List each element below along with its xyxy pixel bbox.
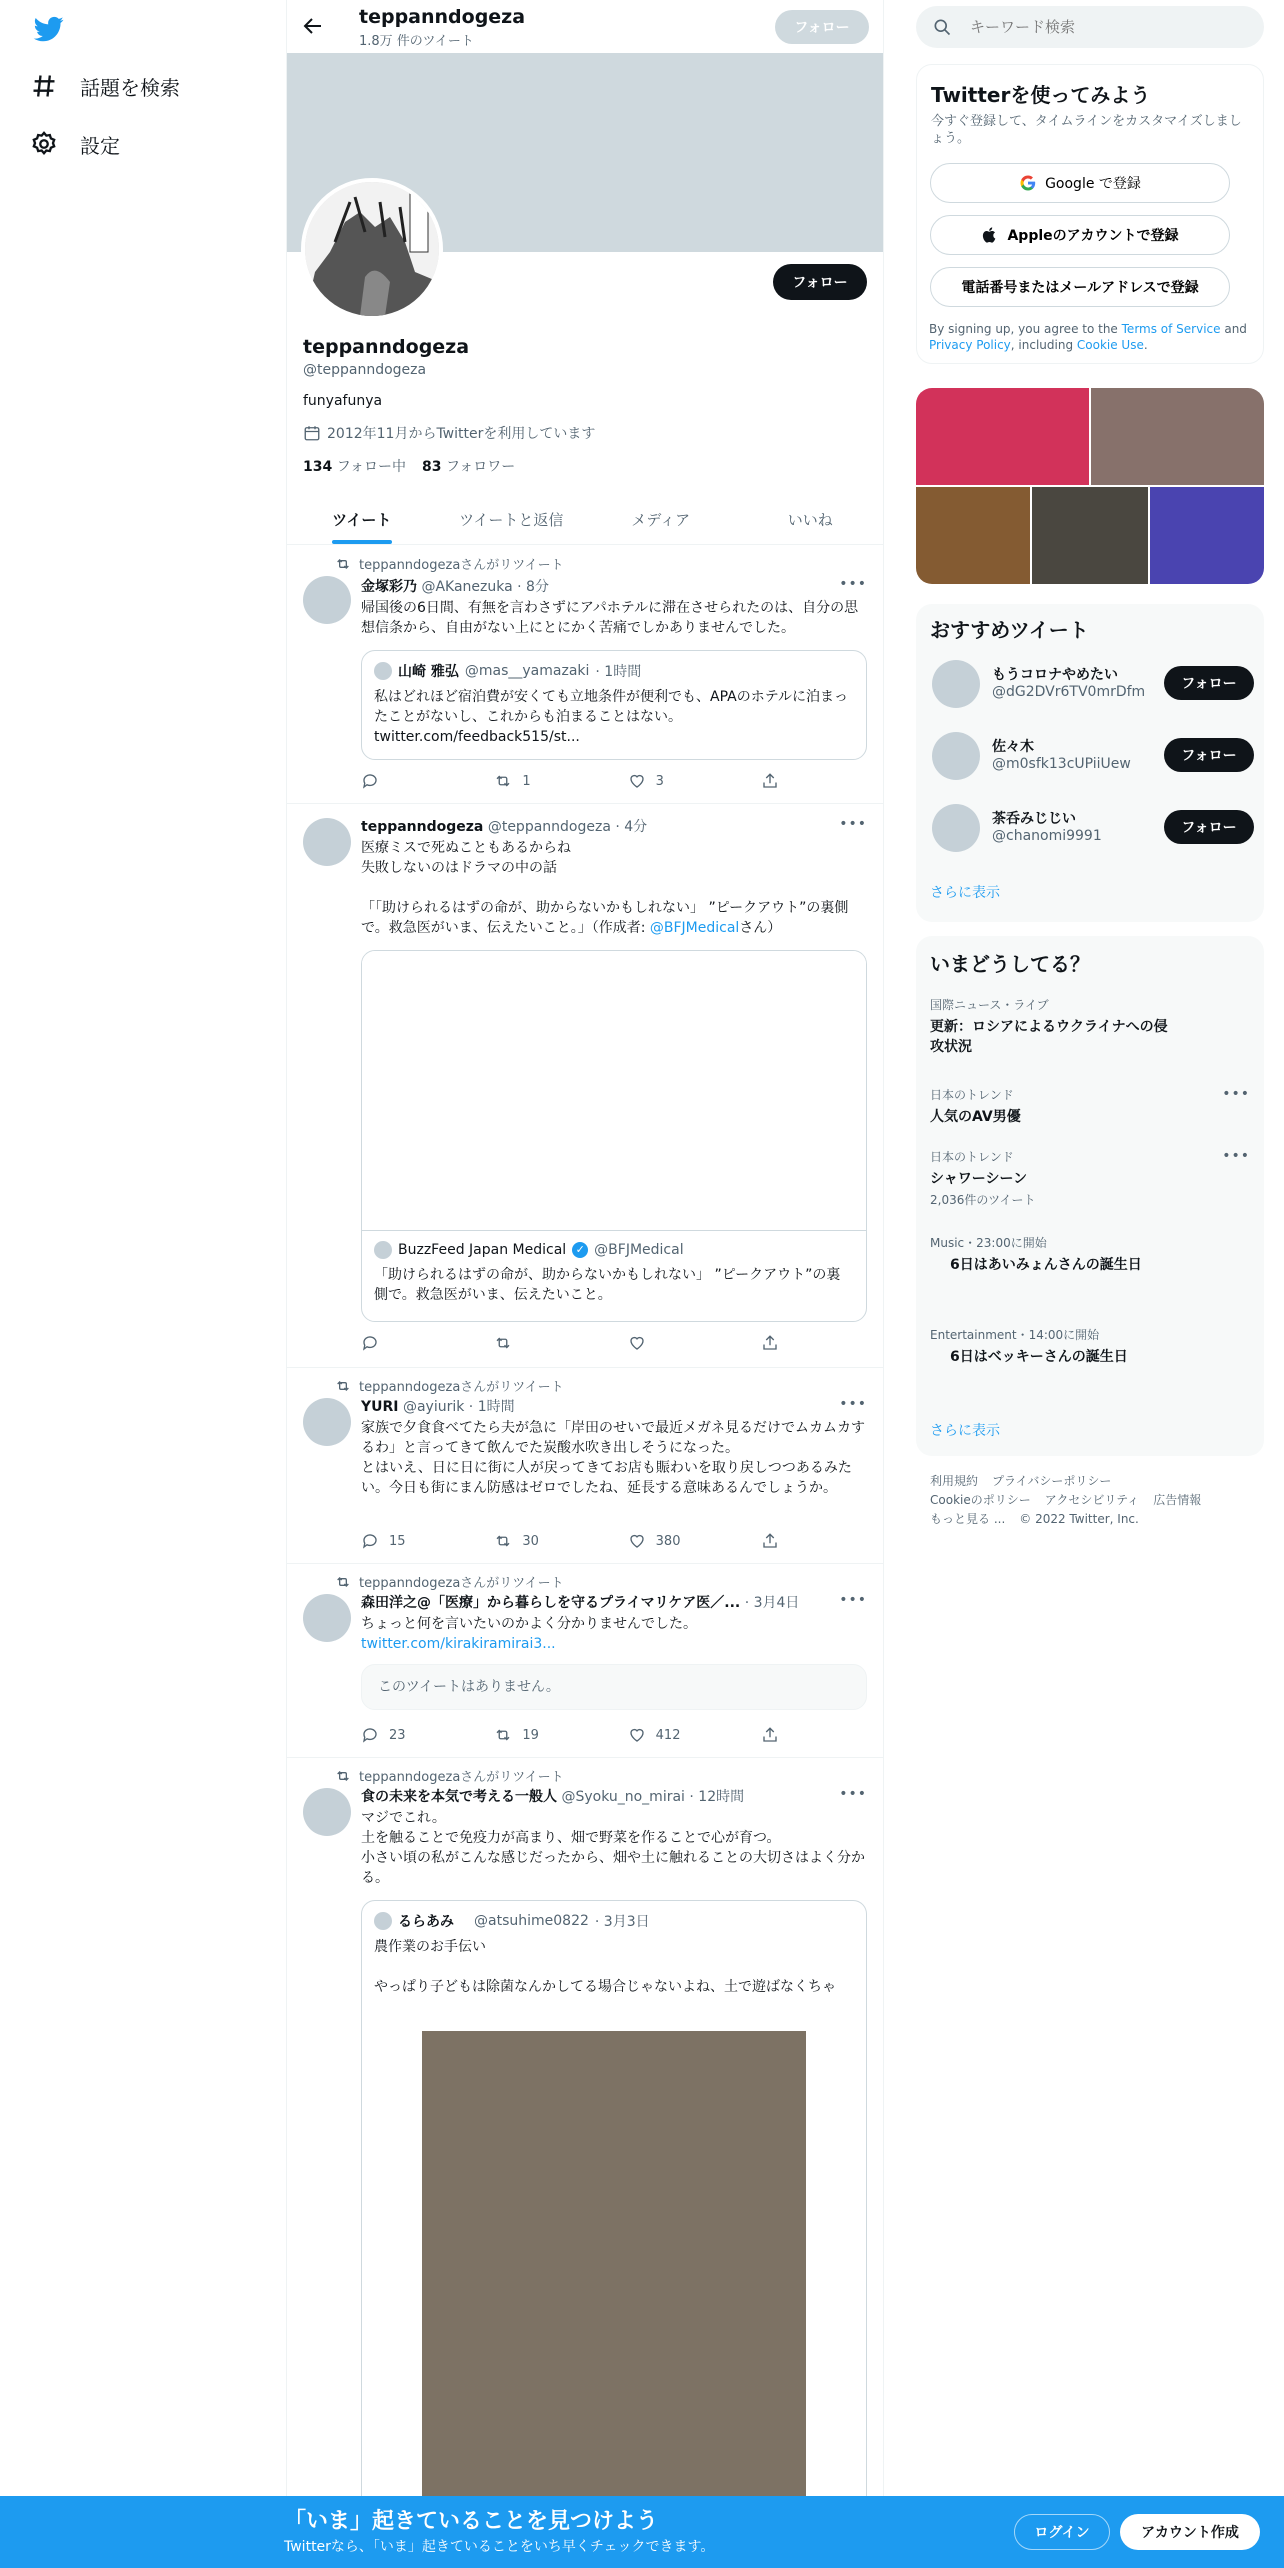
tweet-author-handle: @ayiurik <box>402 1399 465 1415</box>
heart-icon <box>628 1532 646 1550</box>
share-icon <box>761 772 779 790</box>
apple-signup-label: Appleのアカウントで登録 <box>1007 228 1179 244</box>
reply-icon <box>361 1334 379 1352</box>
reply-button[interactable] <box>361 1532 461 1550</box>
media-thumbnail[interactable] <box>916 388 1089 485</box>
tab-media[interactable]: メディア <box>631 511 691 529</box>
quote-time: · 3月3日 <box>594 1914 650 1930</box>
footer-privacy-link[interactable]: プライバシーポリシー <box>992 1474 1112 1488</box>
apple-icon <box>981 226 999 244</box>
retweet-icon <box>335 1378 351 1394</box>
quote-time: · 1時間 <box>595 664 642 680</box>
legal-including: , including <box>1010 338 1077 352</box>
profile-follow-button[interactable]: フォロー <box>773 264 867 300</box>
recommended-user-name: 茶呑みじじい <box>992 811 1076 827</box>
media-thumbnail[interactable] <box>916 487 1030 584</box>
back-arrow-icon[interactable] <box>301 14 325 38</box>
retweet-count: 19 <box>522 1727 539 1743</box>
share-icon <box>761 1532 779 1550</box>
followers-label: フォロワー <box>445 459 516 475</box>
retweet-indicator-text: teppanndogezaさんがリツイート <box>359 1770 564 1785</box>
retweet-icon <box>494 1726 512 1744</box>
follow-button[interactable]: フォロー <box>1164 666 1254 700</box>
tweet-time[interactable]: · 4分 <box>615 819 648 835</box>
avatar <box>932 732 980 780</box>
share-button[interactable] <box>761 1726 781 1744</box>
more-icon[interactable]: ••• <box>839 576 867 592</box>
recommended-user-handle: @m0sfk13cUPiiUew <box>992 756 1131 772</box>
share-button[interactable] <box>761 1532 781 1550</box>
trend-name: 人気のAV男優 <box>930 1109 1021 1125</box>
retweet-indicator <box>335 554 564 573</box>
recommended-user[interactable] <box>930 800 1254 856</box>
trends-title: いまどうしてる？ <box>930 952 1090 976</box>
retweet-button[interactable] <box>494 772 594 790</box>
profile-tabs <box>287 495 884 545</box>
quote-author-name: るらあみ <box>398 1914 454 1930</box>
avatar <box>932 804 980 852</box>
nav-explore[interactable] <box>30 66 180 106</box>
trend-item[interactable] <box>930 1148 1254 1208</box>
retweet-count: 1 <box>522 773 531 789</box>
retweet-indicator <box>335 1766 564 1785</box>
tweet-text-line: 失敗しないのはドラマの中の話 <box>361 860 557 876</box>
following-link[interactable] <box>303 456 406 476</box>
tweet-header <box>361 576 549 596</box>
footer-cookie-link[interactable]: Cookieのポリシー <box>930 1493 1031 1507</box>
quote-media-image[interactable] <box>422 2031 806 2568</box>
recommended-user[interactable] <box>930 656 1254 712</box>
heart-icon <box>628 1334 646 1352</box>
tweet-text-line: 土を触ることで免疫力が高まり、畑で野菜を作ることで心が育つ。 <box>361 1830 781 1846</box>
bottom-bar-subtitle: Twitterなら、「いま」起きていることをいち早くチェックできます。 <box>284 2539 715 2555</box>
trend-name: シャワーシーン <box>930 1171 1028 1187</box>
more-icon[interactable]: ••• <box>1222 1086 1250 1102</box>
main-column <box>286 0 884 2568</box>
apple-signup-button[interactable] <box>930 215 1230 255</box>
avatar <box>932 660 980 708</box>
avatar <box>374 1912 392 1930</box>
like-button[interactable] <box>628 1334 728 1352</box>
twitter-logo-icon[interactable] <box>32 14 66 44</box>
footer-copyright: © 2022 Twitter, Inc. <box>1019 1512 1139 1526</box>
following-label: フォロー中 <box>336 459 406 475</box>
tweet-author-name[interactable]: YURI <box>361 1399 399 1415</box>
avatar[interactable] <box>303 818 351 866</box>
top-bar-follow-button[interactable]: フォロー <box>775 10 869 44</box>
avatar[interactable] <box>303 576 351 624</box>
email-signup-button[interactable]: 電話番号またはメールアドレスで登録 <box>930 267 1230 307</box>
footer-terms-link[interactable]: 利用規約 <box>930 1474 979 1488</box>
tweet-text-line: 小さい頃の私がこんな感じだったから、畑や土に触れることの大切さはよく分かる。 <box>361 1850 865 1886</box>
recommended-user-handle: @dG2DVr6TV0mrDfm <box>992 684 1146 700</box>
hashtag-icon <box>30 72 58 100</box>
tab-tweets[interactable]: ツイート <box>287 495 437 544</box>
quote-author-handle: @atsuhime0822 <box>474 1913 589 1929</box>
profile-name: teppanndogeza <box>303 336 470 358</box>
avatar <box>374 1241 392 1259</box>
tweet-actions <box>361 1726 781 1744</box>
trend-item[interactable] <box>930 1086 1254 1127</box>
retweet-indicator-text: teppanndogezaさんがリツイート <box>359 1380 564 1395</box>
show-more-link[interactable]: さらに表示 <box>930 885 1000 901</box>
trend-meta: 日本のトレンド <box>930 1150 1014 1164</box>
google-signup-button[interactable] <box>930 163 1230 203</box>
like-count: 412 <box>655 1727 681 1743</box>
quote-text-line: 農作業のお手伝い <box>374 1939 486 1955</box>
signup-legal-text <box>929 321 1253 353</box>
retweet-icon <box>494 1532 512 1550</box>
google-icon <box>1019 174 1037 192</box>
reply-icon <box>361 772 379 790</box>
tweet-text-line: マジでこれ。 <box>361 1810 446 1826</box>
search-input[interactable] <box>970 18 1230 36</box>
google-signup-label: Google で登録 <box>1045 176 1141 192</box>
tab-likes[interactable]: いいね <box>787 511 833 529</box>
tweet-header <box>361 1592 799 1612</box>
trend-item[interactable] <box>930 996 1254 1057</box>
reply-icon <box>361 1532 379 1550</box>
recommended-user-name: もうコロナやめたい <box>992 667 1118 683</box>
trends-card <box>916 936 1264 1456</box>
quoted-tweet[interactable] <box>361 950 867 1322</box>
legal-period: . <box>1143 338 1148 352</box>
avatar <box>374 662 392 680</box>
retweet-icon <box>494 1334 512 1352</box>
nav-explore-label: 話題を検索 <box>80 75 180 100</box>
tweet-actions <box>361 1334 781 1352</box>
quote-text: 私はどれほど宿泊費が安くても立地条件が便利でも、APAのホテルに泊まったことがないし、これからも泊まることはない。twitter.com/feedback515/st... <box>374 689 848 745</box>
terms-link[interactable]: Terms of Service <box>1121 322 1221 336</box>
tweet-header <box>361 1786 744 1806</box>
quote-header <box>374 1911 650 1931</box>
tweet-text-line: 「「助けられるはずの命が、助からないかもしれない」 ”ピークアウト”の裏側で。救急医がいま、伝えたいこと。」（作成者: <box>361 900 849 936</box>
tab-tweets-and-replies[interactable]: ツイートと返信 <box>459 511 564 529</box>
tweet-text-line: 医療ミスで死ぬこともあるからね <box>361 840 571 856</box>
tweet[interactable] <box>287 1368 884 1564</box>
retweet-indicator-text: teppanndogezaさんがリツイート <box>359 1576 564 1591</box>
quote-author-name: BuzzFeed Japan Medical <box>398 1242 567 1258</box>
tweet[interactable] <box>287 1758 884 2568</box>
retweet-indicator <box>335 1572 564 1591</box>
search-icon <box>932 17 952 37</box>
retweet-count: 30 <box>522 1533 539 1549</box>
trend-name: 6日はベッキーさんの誕生日 <box>950 1349 1128 1365</box>
tweet-text-suffix: さん） <box>739 920 782 936</box>
share-icon <box>761 1334 779 1352</box>
top-bar-tweet-count: 1.8万 件のツイート <box>359 34 474 49</box>
share-button[interactable] <box>761 1334 781 1352</box>
recommended-user-name: 佐々木 <box>992 739 1034 755</box>
tweet-time[interactable]: · 12時間 <box>689 1789 745 1805</box>
right-sidebar <box>914 0 1264 2568</box>
unavailable-tweet <box>361 1664 867 1710</box>
media-grid <box>916 388 1264 584</box>
signup-card <box>916 64 1264 364</box>
avatar[interactable] <box>303 1788 351 1836</box>
tweet[interactable] <box>287 804 884 1368</box>
tweet-text-line <box>361 898 867 938</box>
tweet-author-name[interactable]: 食の未来を本気で考える一般人 <box>361 1789 557 1805</box>
tweet-author-name[interactable]: 森田洋之@「医療」から暮らしを守るプライマリケア医／... <box>361 1595 741 1611</box>
share-icon <box>761 1726 779 1744</box>
reply-count: 15 <box>389 1533 406 1549</box>
quote-media[interactable] <box>362 951 867 1231</box>
followers-link[interactable] <box>422 456 515 476</box>
profile-top-bar <box>287 0 884 53</box>
profile-handle: @teppanndogeza <box>303 362 427 378</box>
unavailable-tweet-text: このツイートはありません。 <box>378 1679 560 1695</box>
tweet-author-handle: @Syoku_no_mirai <box>561 1789 685 1805</box>
bottom-bar-title: 「いま」起きていることを見つけよう <box>284 2509 659 2534</box>
trend-item[interactable] <box>930 1326 1254 1367</box>
calendar-icon <box>303 424 321 442</box>
create-account-button[interactable]: アカウント作成 <box>1120 2514 1260 2550</box>
show-more-link[interactable]: さらに表示 <box>930 1423 1000 1439</box>
retweet-icon <box>494 772 512 790</box>
media-thumbnail[interactable] <box>1032 487 1148 584</box>
retweet-button[interactable] <box>494 1532 594 1550</box>
recommended-title: おすすめツイート <box>930 618 1089 642</box>
profile-stats <box>303 456 515 476</box>
quote-header <box>374 661 641 681</box>
tweet-text <box>361 1808 867 1888</box>
like-count: 3 <box>655 773 664 789</box>
footer-links <box>930 1472 1250 1529</box>
heart-icon <box>628 1726 646 1744</box>
profile-bio: funyafunya <box>303 393 383 409</box>
profile-avatar[interactable] <box>301 178 443 320</box>
top-bar-name: teppanndogeza <box>359 6 526 28</box>
signup-title: Twitterを使ってみよう <box>931 83 1151 107</box>
media-thumbnail[interactable] <box>1150 487 1264 584</box>
reply-button[interactable] <box>361 772 461 790</box>
tweet-time[interactable]: · 1時間 <box>468 1399 515 1415</box>
footer-accessibility-link[interactable]: アクセシビリティ <box>1044 1493 1140 1507</box>
retweet-icon <box>335 1768 351 1784</box>
following-count: 134 <box>303 459 333 475</box>
quote-author-handle: @mas__yamazaki <box>464 663 590 679</box>
quote-author-handle: @BFJMedical <box>594 1242 684 1258</box>
more-icon[interactable]: ••• <box>839 816 867 832</box>
trend-meta: Music・23:00に開始 <box>930 1236 1047 1250</box>
tweet-text: 帰国後の6日間、有無を言わさずにアパホテルに滞在させられたのは、自分の思想信条から、自由がない上にとにかく苦痛でしかありませんでした。 <box>361 600 859 636</box>
tweet-time[interactable]: · 3月4日 <box>744 1595 800 1611</box>
tweet-author-handle: @teppanndogeza <box>487 819 611 835</box>
tweet[interactable] <box>287 1564 884 1758</box>
tweet-header <box>361 1396 515 1416</box>
retweet-button[interactable] <box>494 1726 594 1744</box>
mention-link[interactable]: @BFJMedical <box>649 920 740 936</box>
tweet-actions <box>361 772 781 790</box>
profile-joined <box>303 423 595 443</box>
reply-button[interactable] <box>361 1334 461 1352</box>
quote-text <box>374 1937 854 1997</box>
heart-icon <box>628 772 646 790</box>
quote-author-name: 山崎 雅弘 <box>398 664 459 680</box>
like-button[interactable] <box>628 772 728 790</box>
tweet-text <box>361 1614 867 1654</box>
quoted-tweet[interactable] <box>361 1900 867 2568</box>
more-icon[interactable]: ••• <box>839 1396 867 1412</box>
trend-item[interactable] <box>930 1234 1254 1275</box>
tweet-text-line: とはいえ、日に日に街に人が戻ってきてお店も賑わいを取り戻しつつあるみたい。今日も街にまん防感はゼロでしたね、延長する意味あるんでしょうか。 <box>361 1460 852 1496</box>
share-button[interactable] <box>761 772 781 790</box>
retweet-button[interactable] <box>494 1334 594 1352</box>
footer-more-link[interactable]: もっと見る ... <box>930 1512 1006 1526</box>
tweet-header <box>361 816 647 836</box>
media-thumbnail[interactable] <box>1091 388 1264 485</box>
avatar[interactable] <box>303 1398 351 1446</box>
tweet-actions <box>361 1532 781 1550</box>
tweet-time[interactable]: · 8分 <box>517 579 549 595</box>
avatar[interactable] <box>303 1594 351 1642</box>
privacy-link[interactable]: Privacy Policy <box>929 338 1011 352</box>
footer-ads-link[interactable]: 広告情報 <box>1153 1493 1202 1507</box>
retweet-icon <box>335 556 351 572</box>
tweet-text-line: ちょっと何を言いたいのかよく分かりませんでした。 <box>361 1616 697 1632</box>
like-button[interactable] <box>628 1726 728 1744</box>
nav-settings-label: 設定 <box>80 133 120 158</box>
login-button[interactable]: ログイン <box>1014 2514 1110 2550</box>
tweet-text <box>361 838 867 938</box>
signup-subtitle: 今すぐ登録して、タイムラインをカスタマイズしましょう。 <box>931 114 1242 146</box>
trend-name: 6日はあいみょんさんの誕生日 <box>950 1257 1142 1273</box>
trend-meta: Entertainment・14:00に開始 <box>930 1328 1100 1342</box>
reply-count: 23 <box>389 1727 406 1743</box>
like-button[interactable] <box>628 1532 728 1550</box>
trend-meta: 国際ニュース・ライブ <box>930 998 1049 1012</box>
verified-badge-icon: ✓ <box>572 1242 588 1258</box>
search-box[interactable] <box>916 6 1264 48</box>
quote-text-line: やっぱり子どもは除菌なんかしてる場合じゃないよね、土で遊ばなくちゃ <box>374 1979 836 1995</box>
tweet-link[interactable]: twitter.com/kirakiramirai3... <box>361 1636 556 1652</box>
more-icon[interactable]: ••• <box>839 1786 867 1802</box>
left-nav <box>0 0 286 2568</box>
retweet-indicator <box>335 1376 564 1395</box>
like-count: 380 <box>655 1533 681 1549</box>
retweet-indicator-text: teppanndogezaさんがリツイート <box>359 558 564 573</box>
followers-count: 83 <box>422 459 442 475</box>
quote-header <box>374 1241 684 1259</box>
quoted-tweet[interactable] <box>361 650 867 760</box>
tweet-author-name[interactable]: teppanndogeza <box>361 819 484 835</box>
retweet-icon <box>335 1574 351 1590</box>
recommended-user-handle: @chanomi9991 <box>992 828 1102 844</box>
tweet-author-handle: @AKanezuka <box>421 579 513 595</box>
recommended-user[interactable] <box>930 728 1254 784</box>
tweet[interactable] <box>287 546 884 804</box>
trend-name: 更新：ロシアによるウクライナへの侵攻状況 <box>930 1019 1168 1055</box>
quote-text: 「助けられるはずの命が、助からないかもしれない」 ”ピークアウト”の裏側で。救急医がいま、伝えたいこと。 <box>374 1267 841 1303</box>
bottom-signup-bar <box>0 2496 1284 2568</box>
recommended-tweets-card <box>916 604 1264 922</box>
profile-joined-text: 2012年11月からTwitterを利用しています <box>327 426 596 442</box>
tweet-author-name[interactable]: 金塚彩乃 <box>361 579 417 595</box>
reply-icon <box>361 1726 379 1744</box>
trend-meta: 日本のトレンド <box>930 1088 1014 1102</box>
reply-button[interactable] <box>361 1726 461 1744</box>
more-icon[interactable]: ••• <box>1222 1148 1250 1164</box>
cookie-link[interactable]: Cookie Use <box>1076 338 1144 352</box>
follow-button[interactable]: フォロー <box>1164 810 1254 844</box>
nav-settings[interactable] <box>30 124 120 164</box>
legal-and: and <box>1220 322 1247 336</box>
legal-prefix: By signing up, you agree to the <box>929 322 1122 336</box>
tweet-text <box>361 1418 867 1498</box>
follow-button[interactable]: フォロー <box>1164 738 1254 772</box>
more-icon[interactable]: ••• <box>839 1592 867 1608</box>
trend-tweet-count: 2,036件のツイート <box>930 1193 1036 1207</box>
gear-icon <box>30 130 58 158</box>
tweet-text-line: 家族で夕食食べてたら夫が急に「岸田のせいで最近メガネ見るだけでムカムカするわ」と言ってきて飲んでた炭酸水吹き出しそうになった。 <box>361 1420 865 1456</box>
